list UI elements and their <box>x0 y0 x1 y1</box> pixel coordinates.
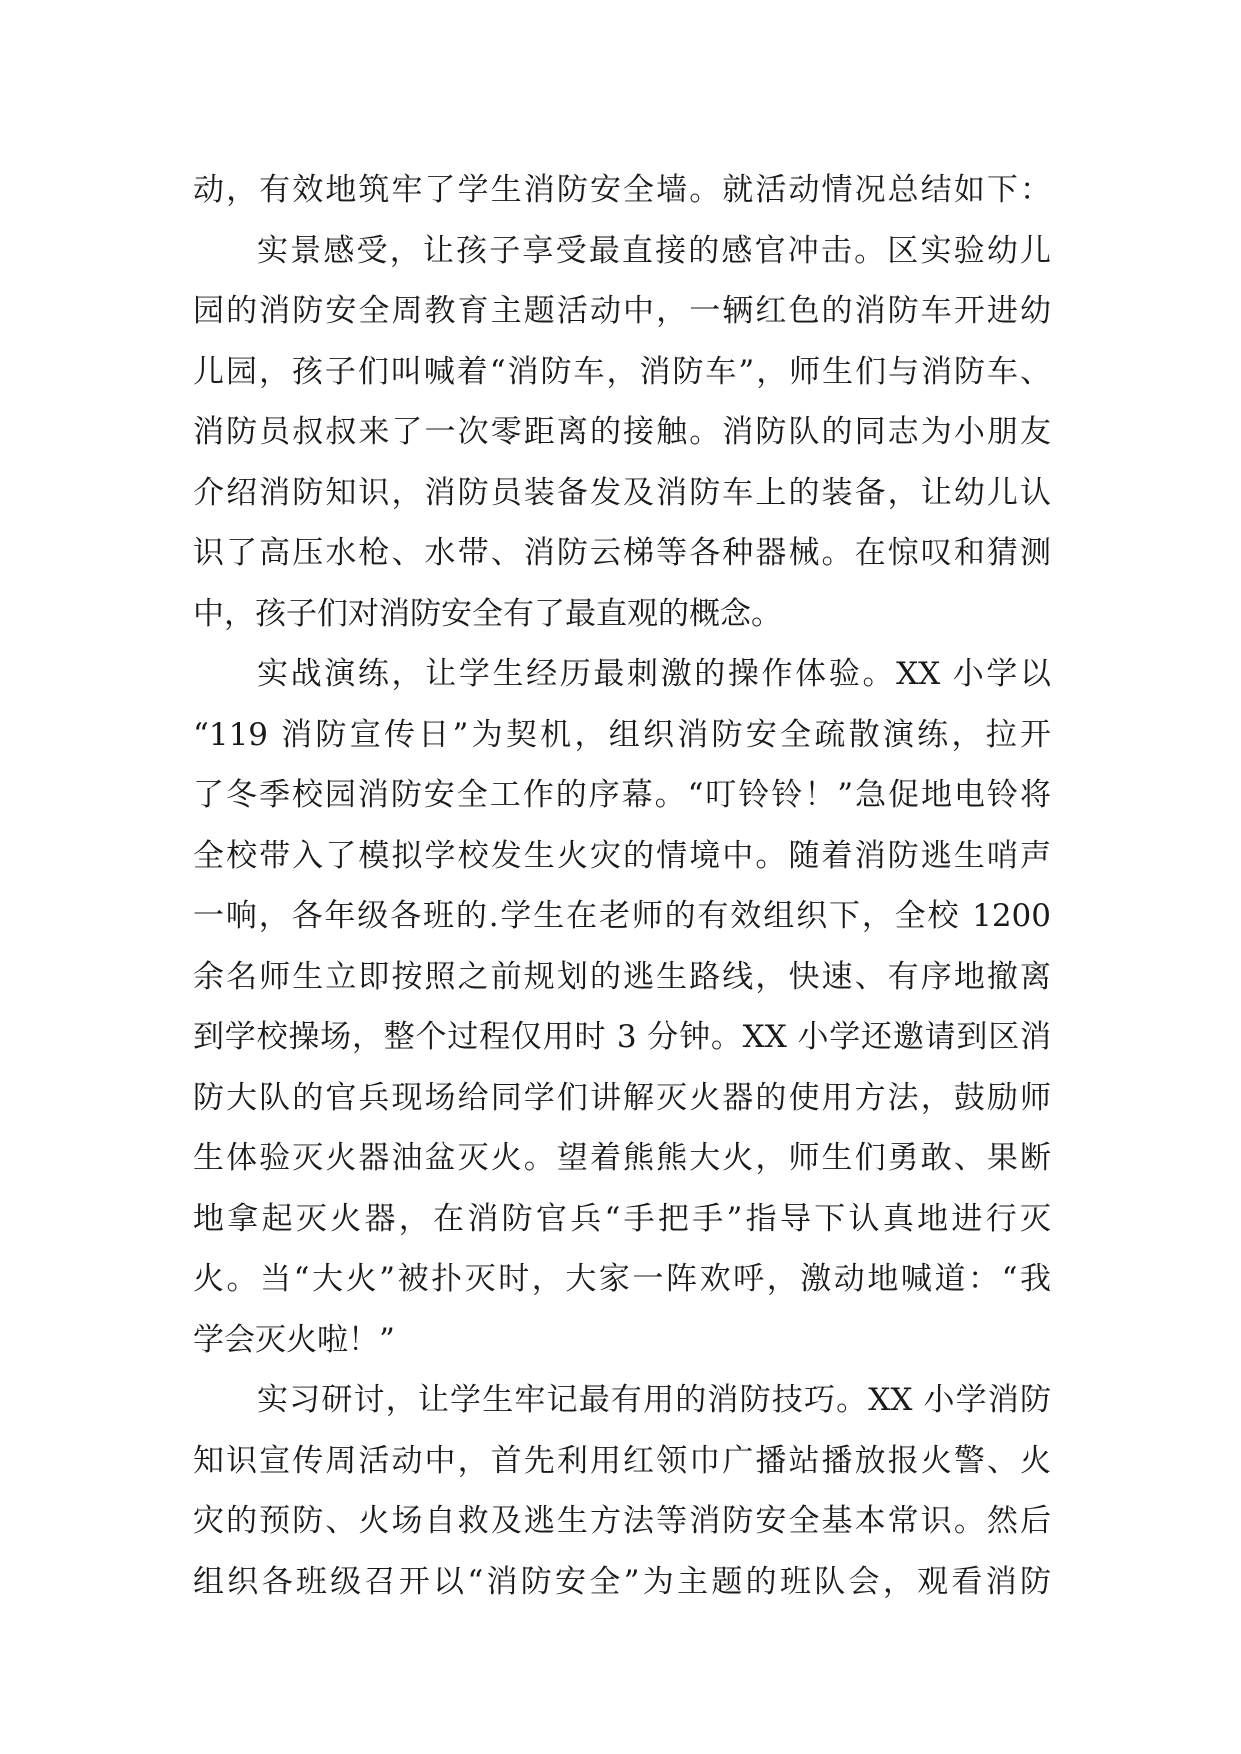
paragraph-2-line-6: 余名师生立即按照之前规划的逃生路线，快速、有序地撤离 <box>193 958 1051 995</box>
paragraph-1-line-4: 消防员叔叔来了一次零距离的接触。消防队的同志为小朋友 <box>193 414 1051 450</box>
paragraph-2-line-3: 了冬季校园消防安全工作的序幕。“叮铃铃！”急促地电铃将 <box>193 777 1051 813</box>
paragraph-2-line-9: 生体验灭火器油盆灭火。望着熊熊大火，师生们勇敢、果断 <box>193 1140 1051 1176</box>
paragraph-2-line-1: 实战演练，让学生经历最刺激的操作体验。XX 小学以 <box>257 656 1051 692</box>
paragraph-1-line-1: 实景感受，让孩子享受最直接的感官冲击。区实验幼儿 <box>257 232 1051 269</box>
body-text <box>193 160 1051 1612</box>
paragraph-1-line-7: 中，孩子们对消防安全有了最直观的概念。 <box>193 595 782 632</box>
paragraph-3-line-2: 知识宣传周活动中，首先利用红领巾广播站播放报火警、火 <box>193 1442 1051 1479</box>
paragraph-3-line-3: 灾的预防、火场自救及逃生方法等消防安全基本常识。然后 <box>193 1503 1051 1539</box>
paragraph-2-line-4: 全校带入了模拟学校发生火灾的情境中。随着消防逃生哨声 <box>193 837 1051 874</box>
text-line-1: 动，有效地筑牢了学生消防安全墙。就活动情况总结如下： <box>193 172 1051 208</box>
paragraph-2-line-10: 地拿起灭火器，在消防官兵“手把手”指导下认真地进行灭 <box>193 1200 1051 1237</box>
paragraph-3-line-1: 实习研讨，让学生牢记最有用的消防技巧。XX 小学消防 <box>257 1382 1051 1418</box>
paragraph-3-line-4: 组织各班级召开以“消防安全”为主题的班队会，观看消防 <box>193 1563 1051 1600</box>
paragraph-2-line-8: 防大队的官兵现场给同学们讲解灭火器的使用方法，鼓励师 <box>193 1079 1051 1116</box>
paragraph-2-line-7: 到学校操场，整个过程仅用时 3 分钟。XX 小学还邀请到区消 <box>193 1019 1051 1055</box>
paragraph-2-line-5: 一响，各年级各班的.学生在老师的有效组织下，全校 1200 <box>193 898 1051 934</box>
paragraph-2-line-12: 学会灭火啦！” <box>193 1321 395 1358</box>
paragraph-1-line-6: 识了高压水枪、水带、消防云梯等各种器械。在惊叹和猜测 <box>193 535 1051 571</box>
paragraph-2-line-11: 火。当“大火”被扑灭时，大家一阵欢呼，激动地喊道：“我 <box>193 1261 1051 1297</box>
paragraph-1-line-3: 儿园，孩子们叫喊着“消防车，消防车”，师生们与消防车、 <box>193 353 1051 390</box>
paragraph-2-line-2: “119 消防宣传日”为契机，组织消防安全疏散演练，拉开 <box>193 716 1051 753</box>
paragraph-1-line-2: 园的消防安全周教育主题活动中，一辆红色的消防车开进幼 <box>193 293 1051 329</box>
paragraph-1-line-5: 介绍消防知识，消防员装备发及消防车上的装备，让幼儿认 <box>193 474 1051 511</box>
